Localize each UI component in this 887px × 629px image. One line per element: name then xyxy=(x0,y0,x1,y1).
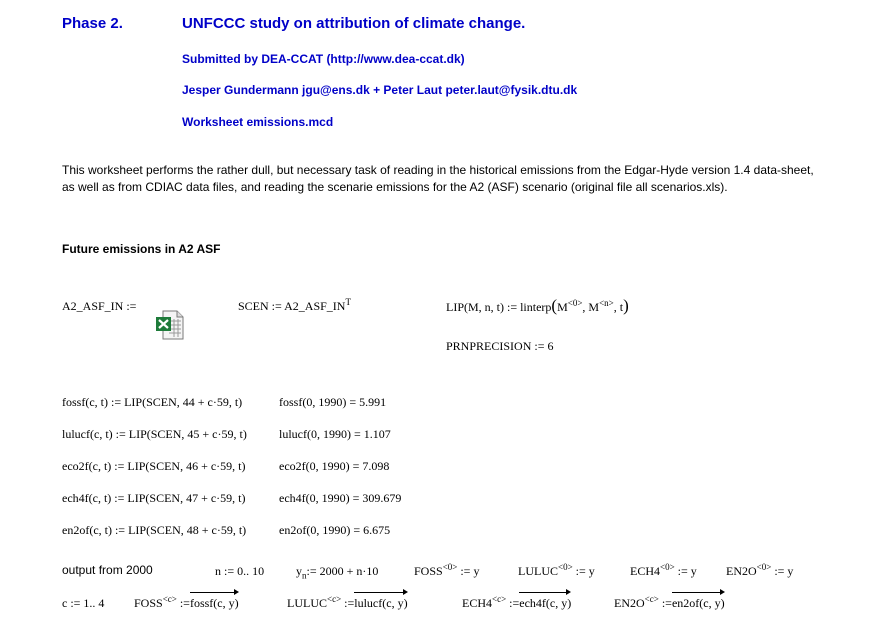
output-label: output from 2000 xyxy=(62,563,153,577)
eco2f-definition: eco2f(c, t) := LIP(SCEN, 46 + c·59, t) xyxy=(62,459,246,473)
transpose-superscript: T xyxy=(345,297,351,307)
foss-name: FOSS xyxy=(414,564,443,578)
phase-label: Phase 2. xyxy=(62,15,123,32)
en2of-evaluation: en2of(0, 1990) = 6.675 xyxy=(279,523,391,537)
luluc-vectorized xyxy=(287,596,408,611)
col-0-sup: <0> xyxy=(442,562,458,572)
scen-definition xyxy=(238,299,351,314)
lip-matrix-1: M xyxy=(557,300,568,314)
luluc-col0 xyxy=(518,564,595,579)
col-0-sup: <0> xyxy=(558,562,573,572)
scen-expression: SCEN := A2_ASF_IN xyxy=(238,299,346,313)
foss-vector-expr: fossf(c, y) xyxy=(189,596,239,610)
en2o-vectorized xyxy=(614,596,725,611)
fossf-evaluation: fossf(0, 1990) = 5.991 xyxy=(279,395,387,409)
comma: , xyxy=(613,300,620,314)
n-range: n := 0.. 10 xyxy=(215,564,265,578)
eco2f-evaluation: eco2f(0, 1990) = 7.098 xyxy=(279,459,390,473)
lulucf-evaluation: lulucf(0, 1990) = 1.107 xyxy=(279,427,391,441)
description xyxy=(62,162,887,196)
col-c-sup: <c> xyxy=(162,594,177,604)
ech4f-definition: ech4f(c, t) := LIP(SCEN, 47 + c·59, t) xyxy=(62,491,246,505)
y-var: y xyxy=(296,564,302,578)
assign-y: := y xyxy=(774,564,794,578)
foss-col0 xyxy=(414,564,479,579)
foss-vectorized xyxy=(134,596,239,611)
assign-y: := y xyxy=(460,564,480,578)
assign-op: := xyxy=(509,596,520,610)
en2o-name: EN2O xyxy=(614,596,645,610)
a2-asf-in-label: A2_ASF_IN := xyxy=(62,299,137,313)
prnprecision: PRNPRECISION := 6 xyxy=(446,339,554,353)
col-c-sup: <c> xyxy=(492,594,507,604)
col-0-sup: <0> xyxy=(756,562,772,572)
assign-y: := y xyxy=(677,564,697,578)
luluc-name: LULUC xyxy=(518,564,558,578)
luluc-vector-expr: lulucf(c, y) xyxy=(354,596,408,610)
open-paren: ( xyxy=(551,296,558,315)
en2o-name: EN2O xyxy=(726,564,757,578)
ech4-name: ECH4 xyxy=(630,564,660,578)
ech4-col0 xyxy=(630,564,697,579)
section-heading: Future emissions in A2 ASF xyxy=(62,242,221,256)
c-range: c := 1.. 4 xyxy=(62,596,105,610)
lip-expression: LIP(M, n, t) := linterp xyxy=(446,300,552,314)
foss-name: FOSS xyxy=(134,596,163,610)
ech4f-evaluation: ech4f(0, 1990) = 309.679 xyxy=(279,491,402,505)
assign-y: := y xyxy=(575,564,595,578)
y-subscript: n xyxy=(302,570,307,581)
assign-op: := xyxy=(179,596,190,610)
y-rhs: := 2000 + n·10 xyxy=(306,564,379,578)
assign-op: := xyxy=(344,596,355,610)
close-paren: ) xyxy=(623,296,629,315)
authors: Jesper Gundermann jgu@ens.dk + Peter Laut peter.laut@fysik.dtu.dk xyxy=(182,83,578,97)
lip-definition xyxy=(446,296,629,316)
en2o-vector-expr: en2of(c, y) xyxy=(671,596,725,610)
lip-col-n: <n> xyxy=(599,298,614,308)
lulucf-definition: lulucf(c, t) := LIP(SCEN, 45 + c·59, t) xyxy=(62,427,247,441)
description-line-1: This worksheet performs the rather dull, but necessary task of reading in the historical emissions from the Edgar-Hyde version 1.4 data-sheet, xyxy=(62,163,814,177)
lip-t: t xyxy=(619,300,624,314)
lip-col-0: <0> xyxy=(567,298,583,308)
en2o-col0 xyxy=(726,564,793,579)
col-c-sup: <c> xyxy=(327,594,342,604)
luluc-name: LULUC xyxy=(287,596,327,610)
description-line-2: as well as from CDIAC data files, and reading the scenarie emissions for the A2 (ASF) scenario (original file all scenarios.xls). xyxy=(62,180,728,194)
page-title: UNFCCC study on attribution of climate change. xyxy=(182,15,526,32)
col-0-sup: <0> xyxy=(660,562,675,572)
excel-icon[interactable] xyxy=(155,309,187,341)
y-definition xyxy=(296,564,378,579)
en2of-definition: en2of(c, t) := LIP(SCEN, 48 + c·59, t) xyxy=(62,523,247,537)
ech4-vector-expr: ech4f(c, y) xyxy=(519,596,572,610)
col-c-sup: <c> xyxy=(644,594,659,604)
assign-op: := xyxy=(661,596,672,610)
ech4-name: ECH4 xyxy=(462,596,492,610)
submitted-by: Submitted by DEA-CCAT (http://www.dea-ccat.dk) xyxy=(182,52,465,66)
comma: , xyxy=(582,300,589,314)
ech4-vectorized xyxy=(462,596,571,611)
lip-matrix-2: M xyxy=(588,300,600,314)
fossf-definition: fossf(c, t) := LIP(SCEN, 44 + c·59, t) xyxy=(62,395,243,409)
worksheet-name: Worksheet emissions.mcd xyxy=(182,115,334,129)
